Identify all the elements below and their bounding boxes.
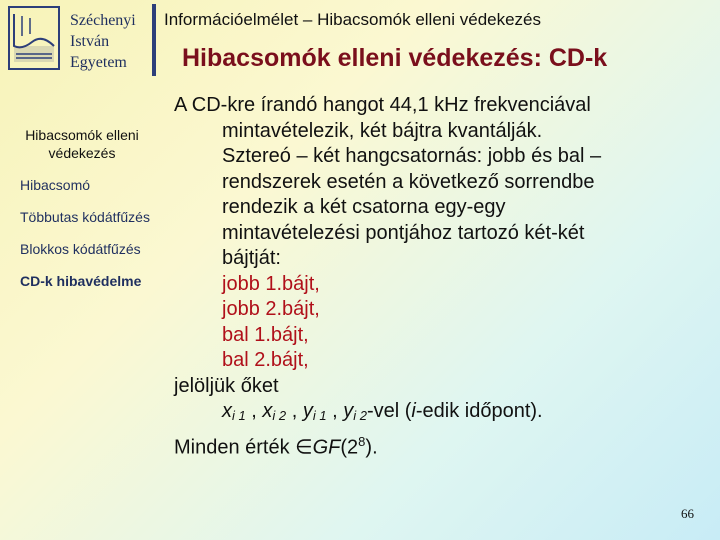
- slide-body: [174, 93, 714, 461]
- sidebar-item-blokkos[interactable]: Blokkos kódátfűzés: [20, 241, 141, 257]
- byte-order-item: jobb 2.bájt,: [222, 298, 320, 320]
- course-title: Információelmélet – Hibacsomók elleni védekezés: [164, 10, 542, 29]
- body-line: rendezik a két csatorna egy-egy: [222, 196, 506, 218]
- page-number: 66: [681, 506, 694, 521]
- var-sep: ,: [245, 400, 263, 422]
- var-y: y: [343, 400, 354, 422]
- gf-label: GF: [312, 436, 341, 459]
- byte-order-item: jobb 1.bájt,: [222, 272, 320, 295]
- logo-wordmark: [70, 10, 136, 73]
- byte-order-item: bal 2.bájt,: [222, 349, 309, 371]
- var-sep: ,: [326, 400, 344, 422]
- var-sub: i 2: [353, 408, 367, 423]
- sidebar-item-tobbutas[interactable]: Többutas kódátfűzés: [20, 209, 150, 225]
- body-line: jelöljük őket: [174, 374, 279, 397]
- var-sep: ,: [286, 400, 303, 422]
- var-y: y: [302, 400, 313, 422]
- var-x: x: [262, 400, 273, 422]
- variable-notation: [174, 399, 714, 429]
- header-divider: [152, 4, 156, 76]
- university-logo: [8, 6, 158, 76]
- body-line: A CD-kre írandó hangot 44,1 kHz frekvenciával: [174, 94, 591, 116]
- sidebar-nav: [14, 126, 150, 304]
- logo-line-1: Széchenyi: [70, 12, 136, 29]
- sidebar-item-hibacsomo[interactable]: Hibacsomó: [20, 177, 91, 193]
- body-line: mintavételezik, két bájtra kvantálják.: [222, 119, 543, 142]
- gf-open: (2: [340, 436, 359, 459]
- body-line: rendszerek esetén a következő sorrendbe: [222, 170, 595, 193]
- var-tail: -vel (: [366, 400, 412, 422]
- body-line: bájtját:: [222, 247, 281, 269]
- logo-line-2: István: [70, 33, 110, 50]
- var-sub: i 1: [232, 408, 246, 423]
- body-line: Sztereó – két hangcsatornás: jobb és bal –: [222, 145, 602, 167]
- gf-statement: [174, 429, 714, 461]
- sidebar-item-cd-hibavedelem[interactable]: CD-k hibavédelme: [20, 273, 142, 289]
- var-i: i: [411, 400, 416, 422]
- logo-line-3: Egyetem: [70, 54, 127, 71]
- byte-order-item: bal 1.bájt,: [222, 323, 309, 346]
- gf-close: ).: [365, 436, 378, 459]
- var-sub: i 1: [312, 408, 327, 423]
- var-x: x: [222, 400, 232, 422]
- var-sub: i 2: [272, 408, 287, 423]
- university-emblem-icon: [8, 6, 60, 70]
- body-line: mintavételezési pontjához tartozó két-két: [222, 221, 585, 244]
- element-of-symbol: ∈: [295, 436, 313, 459]
- gf-prefix: Minden érték: [174, 436, 296, 459]
- sidebar-item-hibacsomok[interactable]: Hibacsomók elleni védekezés: [25, 127, 139, 161]
- gf-exponent: 8: [358, 433, 366, 449]
- var-tail: -edik időpont).: [415, 400, 543, 422]
- slide-title: Hibacsomók elleni védekezés: CD-k: [182, 44, 608, 72]
